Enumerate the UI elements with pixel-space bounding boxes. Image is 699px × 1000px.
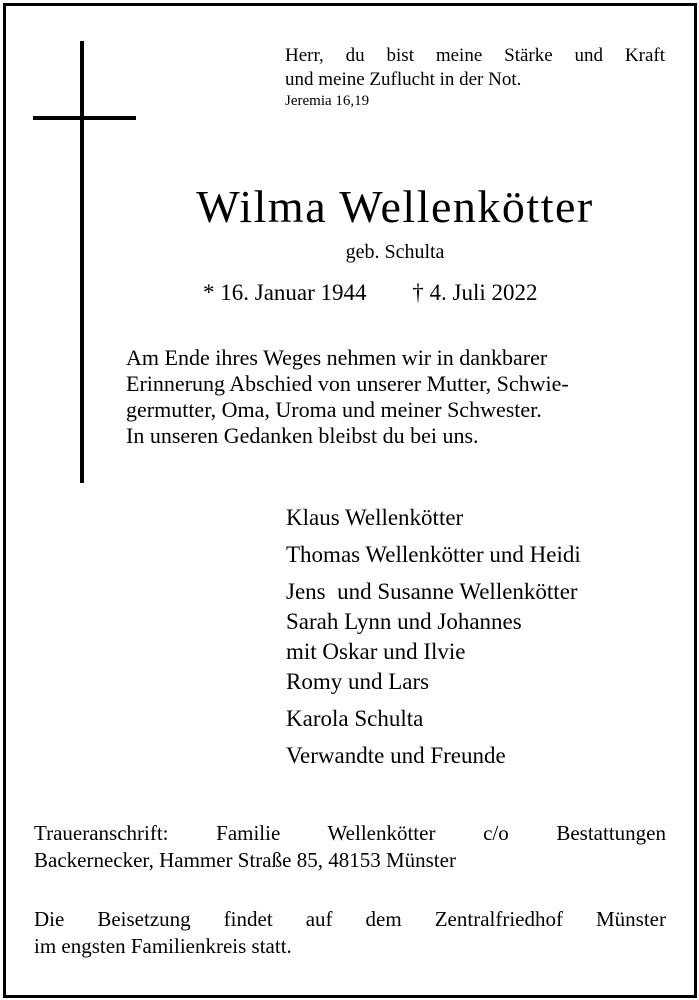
mourner-group <box>286 540 686 570</box>
mourner-name: Jens und Susanne Wellenkötter <box>286 579 578 604</box>
verse-line: und meine Zuflucht in der Not. <box>285 69 522 90</box>
mourner-group <box>286 741 686 771</box>
mourner-name: Thomas Wellenkötter und Heidi <box>286 542 581 567</box>
cross-horizontal-bar <box>33 116 136 120</box>
mourner-name: mit Oskar und Ilvie <box>286 639 466 664</box>
mourner-name: Romy und Lars <box>286 669 430 694</box>
birth-date: * 16. Januar 1944 <box>203 280 367 305</box>
maiden-name: geb. Schulta <box>345 241 445 263</box>
burial-line: im engsten Familienkreis statt. <box>34 934 292 958</box>
bible-verse <box>285 44 665 110</box>
life-dates <box>203 279 538 307</box>
mourner-group <box>286 704 686 734</box>
mourners-list <box>286 503 686 778</box>
verse-reference: Jeremia 16,19 <box>285 93 370 109</box>
mourner-group <box>286 577 686 697</box>
burial-line: Die Beisetzung findet auf dem Zentralfriedhof Münster <box>34 907 666 931</box>
mourner-name: Karola Schulta <box>286 706 424 731</box>
message-line: Erinnerung Abschied von unserer Mutter, Schwie- <box>126 371 569 396</box>
death-date: † 4. Juli 2022 <box>412 280 538 305</box>
verse-line: Herr, du bist meine Stärke und Kraft <box>285 45 665 66</box>
cross-vertical-bar <box>80 41 84 483</box>
mourner-name: Klaus Wellenkötter <box>286 505 464 530</box>
address-line: Traueranschrift: Familie Wellenkötter c/o Bestattungen <box>34 821 666 845</box>
deceased-name: Wilma Wellenkötter <box>196 181 594 232</box>
message-line: germutter, Oma, Uroma und meiner Schwester. <box>126 397 542 422</box>
burial-notice <box>34 906 666 960</box>
message-line: In unseren Gedanken bleibst du bei uns. <box>126 423 479 448</box>
farewell-message <box>126 345 671 449</box>
address-line: Backernecker, Hammer Straße 85, 48153 Münster <box>34 848 456 872</box>
mourner-name: Sarah Lynn und Johannes <box>286 609 522 634</box>
mourning-address <box>34 820 666 874</box>
mourner-group <box>286 503 686 533</box>
mourner-name: Verwandte und Freunde <box>286 743 506 768</box>
message-line: Am Ende ihres Weges nehmen wir in dankbarer <box>126 345 548 370</box>
